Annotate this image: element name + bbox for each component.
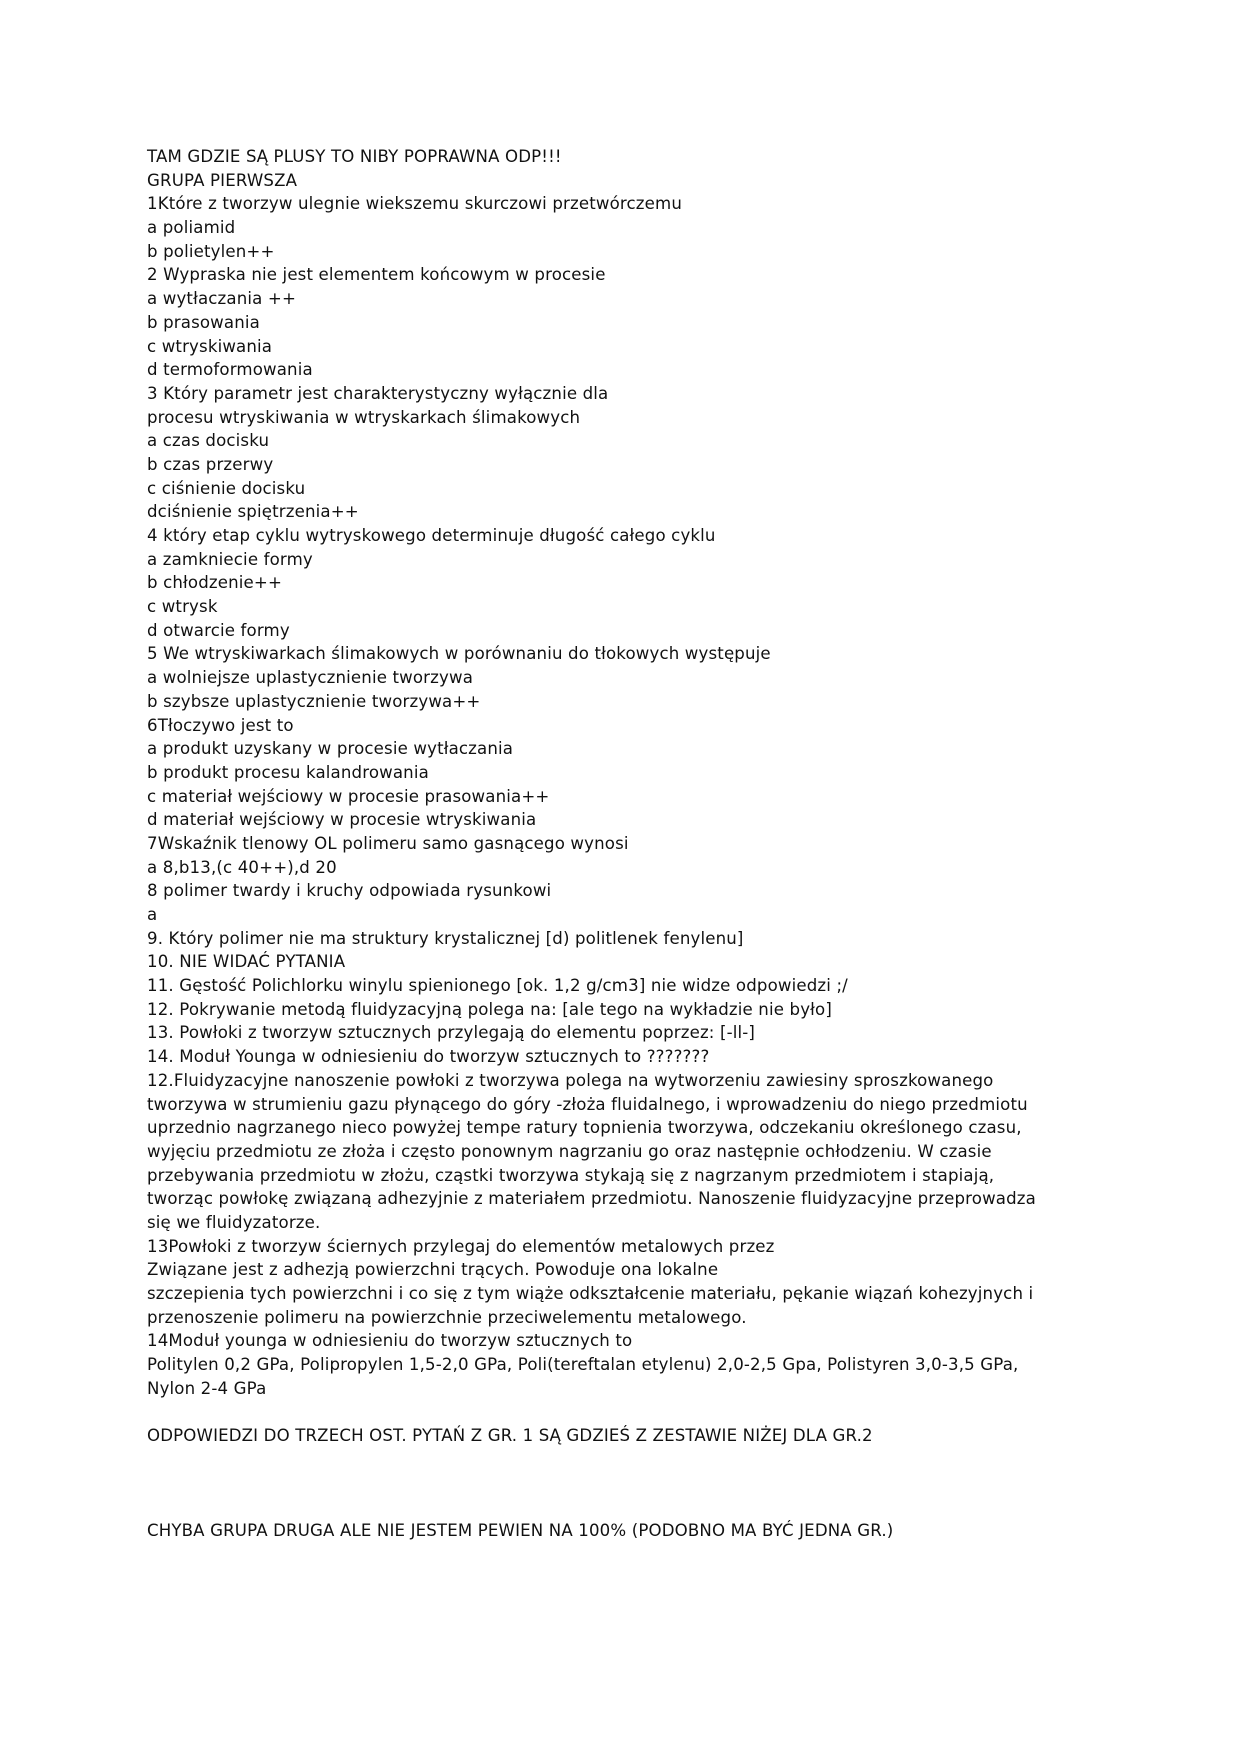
text-line: a produkt uzyskany w procesie wytłaczania	[147, 739, 514, 759]
text-line: b produkt procesu kalandrowania	[147, 762, 429, 782]
text-line: a czas docisku	[147, 431, 270, 451]
text-line: tworząc powłokę związaną adhezyjnie z materiałem przedmiotu. Nanoszenie fluidyzacyjne przeprowadza	[147, 1189, 1036, 1209]
text-line: a poliamid	[147, 218, 236, 238]
text-line: Politylen 0,2 GPa, Polipropylen 1,5-2,0 GPa, Poli(tereftalan etylenu) 2,0-2,5 Gpa, Polistyren 3,0-3,5 GPa,	[147, 1355, 1019, 1375]
text-line: d otwarcie formy	[147, 620, 290, 640]
document-body	[147, 145, 1097, 1543]
text-line: b polietylen++	[147, 241, 275, 261]
spacer	[147, 1448, 1097, 1519]
text-line: GRUPA PIERWSZA	[147, 170, 298, 190]
text-line: 7Wskaźnik tlenowy OL polimeru samo gasnącego wynosi	[147, 833, 629, 853]
text-line: 11. Gęstość Polichlorku winylu spienionego [ok. 1,2 g/cm3] nie widze odpowiedzi ;/	[147, 976, 848, 996]
text-line: 2 Wypraska nie jest elementem końcowym w procesie	[147, 265, 606, 285]
text-line: d materiał wejściowy w procesie wtryskiwania	[147, 810, 537, 830]
text-line: c wtryskiwania	[147, 336, 273, 356]
text-line: 4 który etap cyklu wytryskowego determinuje długość całego cyklu	[147, 526, 716, 545]
text-line: uprzednio nagrzanego nieco powyżej tempe ratury topnienia tworzywa, odczekaniu określonego czasu,	[147, 1118, 1022, 1138]
text-line: 12.Fluidyzacyjne nanoszenie powłoki z tworzywa polega na wytworzeniu zawiesiny sproszkowanego	[147, 1070, 994, 1090]
text-line: 6Tłoczywo jest to	[147, 715, 294, 735]
text-line: wyjęciu przedmiotu ze złoża i często ponownym nagrzaniu go oraz następnie ochłodzeniu. W czasie	[147, 1141, 992, 1161]
text-line: 5 We wtryskiwarkach ślimakowych w porównaniu do tłokowych występuje	[147, 644, 771, 664]
text-line: b chłodzenie++	[147, 573, 283, 593]
text-line: a	[147, 905, 158, 924]
text-line: ODPOWIEDZI DO TRZECH OST. PYTAŃ Z GR. 1 SĄ GDZIEŚ Z ZESTAWIE NIŻEJ DLA GR.2	[147, 1426, 873, 1446]
text-line: przebywania przedmiotu w złożu, cząstki tworzywa stykają się z nagrzanym przedmiotem i stapiają,	[147, 1165, 995, 1185]
text-line: Nylon 2-4 GPa	[147, 1378, 267, 1398]
text-line: b prasowania	[147, 312, 260, 332]
text-line: c materiał wejściowy w procesie prasowania++	[147, 786, 550, 806]
text-line: 8 polimer twardy i kruchy odpowiada rysunkowi	[147, 881, 552, 901]
text-line: a wytłaczania ++	[147, 289, 297, 309]
text-line: 14Moduł younga w odniesieniu do tworzyw sztucznych to	[147, 1331, 633, 1351]
text-line: 12. Pokrywanie metodą fluidyzacyjną polega na: [ale tego na wykładzie nie było]	[147, 999, 832, 1019]
text-line: 9. Który polimer nie ma struktury krystalicznej [d) politlenek fenylenu]	[147, 928, 744, 948]
text-line: a zamkniecie formy	[147, 549, 313, 569]
text-line: tworzywa w strumieniu gazu płynącego do góry -złoża fluidalnego, i wprowadzeniu do niego przedmiotu	[147, 1094, 1028, 1114]
text-line: TAM GDZIE SĄ PLUSY TO NIBY POPRAWNA ODP!!!	[147, 147, 562, 166]
text-line: 13Powłoki z tworzyw ściernych przylegaj do elementów metalowych przez	[147, 1236, 775, 1256]
text-line: a wolniejsze uplastycznienie tworzywa	[147, 668, 474, 688]
text-line: przenoszenie polimeru na powierzchnie przeciwelementu metalowego.	[147, 1307, 747, 1327]
text-line: 3 Który parametr jest charakterystyczny wyłącznie dla	[147, 383, 609, 403]
text-line: a 8,b13,(c 40++),d 20	[147, 857, 337, 877]
text-line: b czas przerwy	[147, 454, 274, 474]
text-line: dciśnienie spiętrzenia++	[147, 502, 359, 522]
blank-line	[147, 1400, 1097, 1424]
footer-heading: CHYBA GRUPA DRUGA ALE NIE JESTEM PEWIEN NA 100% (PODOBNO MA BYĆ JEDNA GR.)	[147, 1520, 894, 1540]
text-line: 10. NIE WIDAĆ PYTANIA	[147, 952, 346, 972]
text-line: c wtrysk	[147, 597, 218, 617]
text-line: Związane jest z adhezją powierzchni trących. Powoduje ona lokalne	[147, 1260, 719, 1280]
text-line: c ciśnienie docisku	[147, 478, 306, 498]
text-line: się we fluidyzatorze.	[147, 1212, 321, 1232]
text-line: 1Które z tworzyw ulegnie wiekszemu skurczowi przetwórczemu	[147, 194, 682, 214]
text-line: procesu wtryskiwania w wtryskarkach ślimakowych	[147, 407, 581, 427]
text-line: 14. Moduł Younga w odniesieniu do tworzyw sztucznych to ???????	[147, 1047, 710, 1067]
text-line: b szybsze uplastycznienie tworzywa++	[147, 691, 481, 711]
text-line: szczepienia tych powierzchni i co się z tym wiąże odkształcenie materiału, pękanie wiązań kohezyjnych i	[147, 1284, 1034, 1303]
text-line: d termoformowania	[147, 360, 313, 380]
text-line: 13. Powłoki z tworzyw sztucznych przylegają do elementu poprzez: [-ll-]	[147, 1023, 756, 1043]
